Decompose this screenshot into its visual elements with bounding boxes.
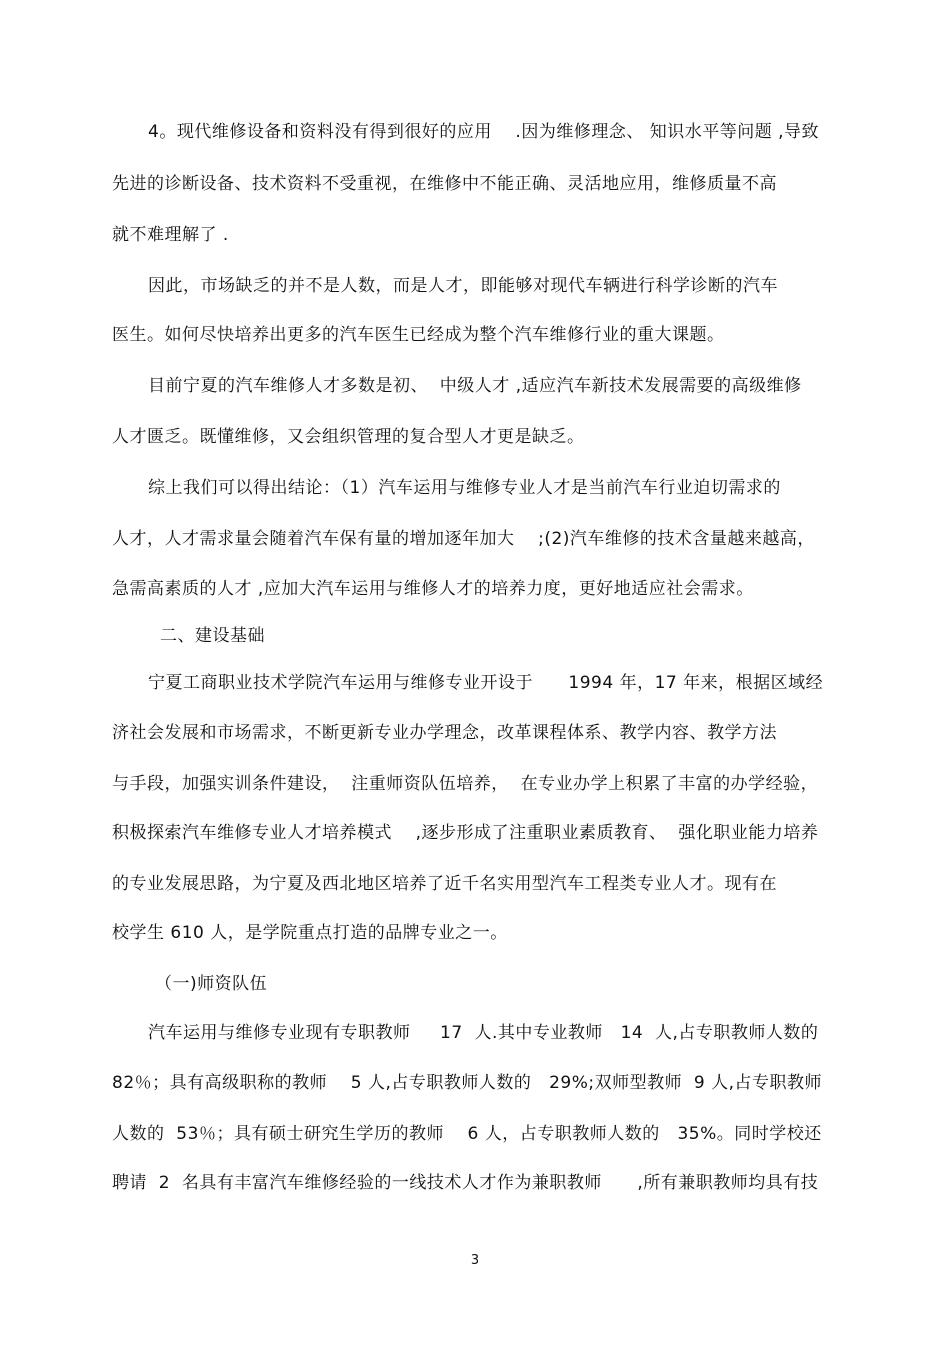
text-line: 急需高素质的人才 ,应加大汽车运用与维修人才的培养力度，更好地适应社会需求。 [112,579,754,599]
text-line: 积极探索汽车维修专业人才培养模式 ,逐步形成了注重职业素质教育、 强化职业能力培养 [112,823,819,843]
text-line: 因此，市场缺乏的并不是人数，而是人才，即能够对现代车辆进行科学诊断的汽车 [148,276,778,296]
page-number: 3 [470,1253,480,1268]
text-line: 医生。如何尽快培养出更多的汽车医生已经成为整个汽车维修行业的重大课题。 [112,325,725,345]
text-line: 就不难理解了 . [112,225,229,245]
text-line: 综上我们可以得出结论：（1）汽车运用与维修专业人才是当前汽车行业迫切需求的 [148,478,781,498]
text-line: 济社会发展和市场需求，不断更新专业办学理念，改革课程体系、教学内容、教学方法 [112,723,777,743]
text-line: 人数的 53％；具有硕士研究生学历的教师 6 人，占专职教师人数的 35%。同时学校还 [112,1124,822,1144]
text-line: 先进的诊断设备、技术资料不受重视，在维修中不能正确、灵活地应用，维修质量不高 [112,174,777,194]
text-line: 目前宁夏的汽车维修人才多数是初、 中级人才 ,适应汽车新技术发展需要的高级维修 [148,376,802,396]
text-line: 4。现代维修设备和资料没有得到很好的应用 .因为维修理念、 知识水平等问题 ,导致 [148,122,820,142]
text-line: 校学生 610 人，是学院重点打造的品牌专业之一。 [112,923,508,943]
text-line: 的专业发展思路，为宁夏及西北地区培养了近千名实用型汽车工程类专业人才。现有在 [112,874,777,894]
text-line: 人才匮乏。既懂维修，又会组织管理的复合型人才更是缺乏。 [112,427,585,447]
text-line: 汽车运用与维修专业现有专职教师 17 人.其中专业教师 14 人,占专职教师人数的 [148,1023,819,1043]
subsection-heading: （一)师资队伍 [155,974,268,994]
text-line: 聘请 2 名具有丰富汽车维修经验的一线技术人才作为兼职教师 ,所有兼职教师均具有技 [112,1173,819,1193]
section-heading: 二、建设基础 [160,626,265,646]
text-line: 宁夏工商职业技术学院汽车运用与维修专业开设于 1994 年，17 年来，根据区域经 [148,673,824,693]
text-line: 82％；具有高级职称的教师 5 人,占专职教师人数的 29%;双师型教师 9 人,占专职教师 [112,1073,823,1093]
text-line: 人才，人才需求量会随着汽车保有量的增加逐年加大 ;(2)汽车维修的技术含量越来越高， [112,529,815,549]
text-line: 与手段，加强实训条件建设， 注重师资队伍培养， 在专业办学上积累了丰富的办学经验， [112,774,819,794]
